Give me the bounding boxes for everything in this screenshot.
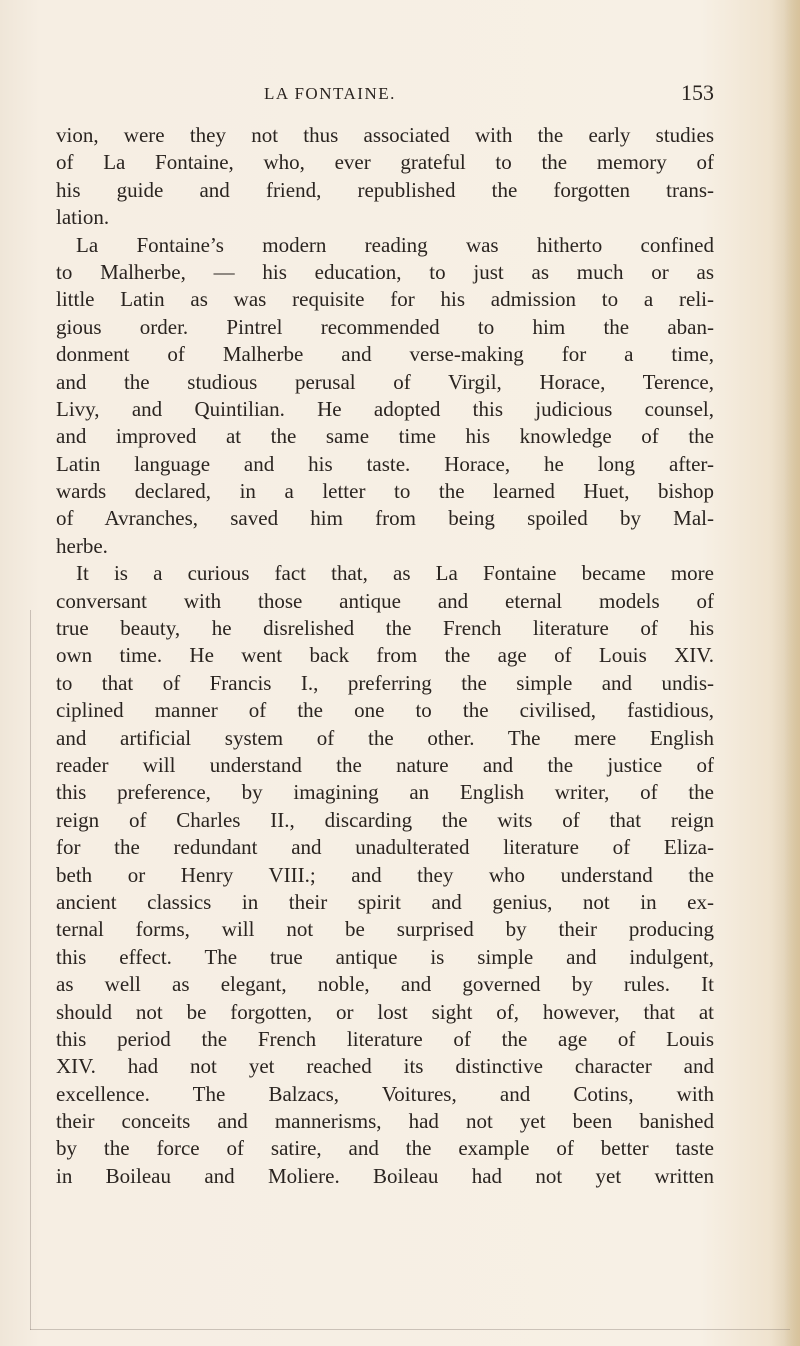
text-line: little Latin as was requisite for his admission to a reli- [56,287,714,312]
text-line: this period the French literature of the age of Louis [56,1026,714,1051]
text-line: as well as elegant, noble, and governed by rules. It [56,972,714,997]
text-line: ciplined manner of the one to the civilised, fastidious, [56,698,714,723]
text-line: this effect. The true antique is simple and indulgent, [56,944,714,969]
page-header [56,80,714,110]
text-line: It is a curious fact that, as La Fontaine became more [76,561,714,586]
paragraph [56,122,714,232]
text-line: and the studious perusal of Virgil, Horace, Terence, [56,369,714,394]
text-line: ternal forms, will not be surprised by their producing [56,917,714,942]
text-line: to that of Francis I., preferring the simple and undis- [56,670,714,695]
scan-border-line [30,610,31,1330]
text-line: conversant with those antique and eternal models of [56,588,714,613]
paragraph [56,560,714,1190]
text-line: gious order. Pintrel recommended to him the aban- [56,314,714,339]
page-number: 153 [681,80,714,105]
text-line: vion, were they not thus associated with the early studies [56,123,714,147]
text-line: donment of Malherbe and verse-making for a time, [56,342,714,367]
text-line: Latin language and his taste. Horace, he long after- [56,451,714,476]
text-line: own time. He went back from the age of Louis XIV. [56,643,714,668]
text-line: in Boileau and Moliere. Boileau had not yet written [56,1163,714,1188]
text-line: lation. [56,205,110,230]
text-line: this preference, by imagining an English writer, of the [56,780,714,805]
text-line: of Avranches, saved him from being spoiled by Mal- [56,506,714,531]
running-title: LA FONTAINE. [264,84,396,103]
text-line: their conceits and mannerisms, had not yet been banished [56,1109,714,1134]
text-line: for the redundant and unadulterated literature of Eliza- [56,835,714,860]
text-line: herbe. [56,533,108,558]
text-line: his guide and friend, republished the forgotten trans- [56,177,714,202]
text-line: beth or Henry VIII.; and they who understand the [56,862,714,887]
text-line: should not be forgotten, or lost sight of, however, that at [56,999,714,1024]
text-line: excellence. The Balzacs, Voitures, and Cotins, with [56,1081,714,1106]
body-text [56,122,714,1190]
text-line: wards declared, in a letter to the learned Huet, bishop [56,479,714,504]
text-line: to Malherbe, — his education, to just as much or as [56,259,714,284]
scan-border-line [30,1329,790,1330]
text-line: reign of Charles II., discarding the wits of that reign [56,807,714,832]
text-line: of La Fontaine, who, ever grateful to the memory of [56,150,714,175]
text-line: reader will understand the nature and the justice of [56,752,714,777]
text-line: and improved at the same time his knowledge of the [56,424,714,449]
paragraph [56,232,714,561]
text-line: by the force of satire, and the example of better taste [56,1136,714,1161]
text-line: La Fontaine’s modern reading was hitherto confined [76,232,714,257]
text-line: XIV. had not yet reached its distinctive character and [56,1054,714,1079]
text-line: Livy, and Quintilian. He adopted this judicious counsel, [56,396,714,421]
text-line: and artificial system of the other. The mere English [56,725,714,750]
page-edge-shadow [784,0,800,1346]
text-line: ancient classics in their spirit and genius, not in ex- [56,889,714,914]
text-line: true beauty, he disrelished the French literature of his [56,616,714,641]
